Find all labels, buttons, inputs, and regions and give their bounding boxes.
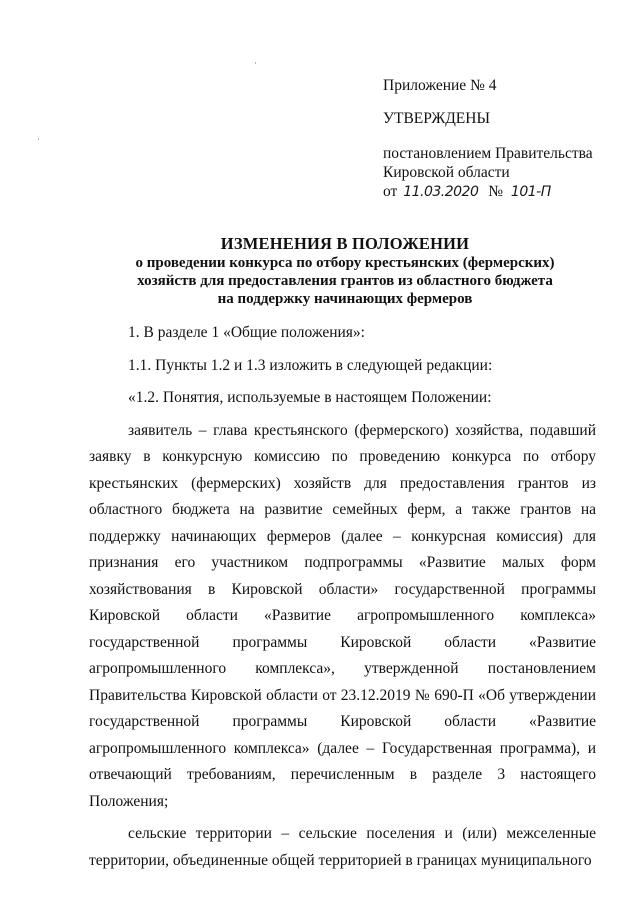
- paragraph-item-1-1: 1.1. Пункты 1.2 и 1.3 изложить в следующей редакции:: [128, 356, 493, 374]
- decree-reference: [383, 144, 623, 202]
- document-title: ИЗМЕНЕНИЯ В ПОЛОЖЕНИИ: [220, 234, 470, 253]
- paragraph-item-1-2: «1.2. Понятия, используемые в настоящем Положении:: [128, 389, 492, 406]
- paragraph-applicant-definition: заявитель – глава крестьянского (фермерского) хозяйства, подавший заявку в конкурсную комиссию по проведению конкурса по отбору крестьянских (фермерских) хозяйств для предоставления грантов из областного бюджета на развитие семейных ферм, а также грантов на поддержку начинающих фермеров (далее – конкурсная комиссия) для признания его участником подпрограммы «Развитие малых форм хозяйствования в Кировской области» государственной программы Кировской области «Развитие агропромышленного комплекса» государственной программы Кировской области «Развитие агропромышленного комплекса», утвержденной постановлением Правительства Кировской области от 23.12.2019 № 690-П «Об утверждении государственной программы Кировской области «Развитие агропромышленного комплекса» (далее – Государственная программа), и отвечающий требованиям, перечисленным в разделе 3 настоящего Положения;: [89, 421, 596, 810]
- approval-block: [383, 76, 623, 202]
- paragraph-section-1: 1. В разделе 1 «Общие положения»:: [128, 324, 365, 341]
- document-body: [89, 320, 596, 874]
- scan-speck: ·: [37, 134, 40, 144]
- handwritten-number: 101-П: [510, 184, 551, 200]
- date-prefix: от: [383, 183, 398, 200]
- approved-label: УТВЕРЖДЕНЫ: [383, 110, 490, 127]
- title-line-1: о проведении конкурса по отбору крестьянских (фермерских): [135, 255, 555, 271]
- title-line-3: на поддержку начинающих фермеров: [217, 291, 473, 307]
- number-prefix: №: [488, 183, 504, 200]
- title-line-2: хозяйств для предоставления грантов из областного бюджета: [137, 273, 553, 289]
- scan-speck: ·: [254, 58, 257, 68]
- decree-date-number: [383, 182, 623, 202]
- decree-line-1: постановлением Правительства: [383, 145, 593, 162]
- document-title-block: [80, 234, 610, 308]
- paragraph-rural-territories: сельские территории – сельские поселения и (или) межселенные территории, объединенные общей территорией в границах муниципального: [89, 825, 596, 869]
- appendix-label: Приложение № 4: [383, 77, 497, 94]
- handwritten-date: 11.03.2020: [403, 184, 479, 200]
- decree-line-2: Кировской области: [383, 164, 510, 181]
